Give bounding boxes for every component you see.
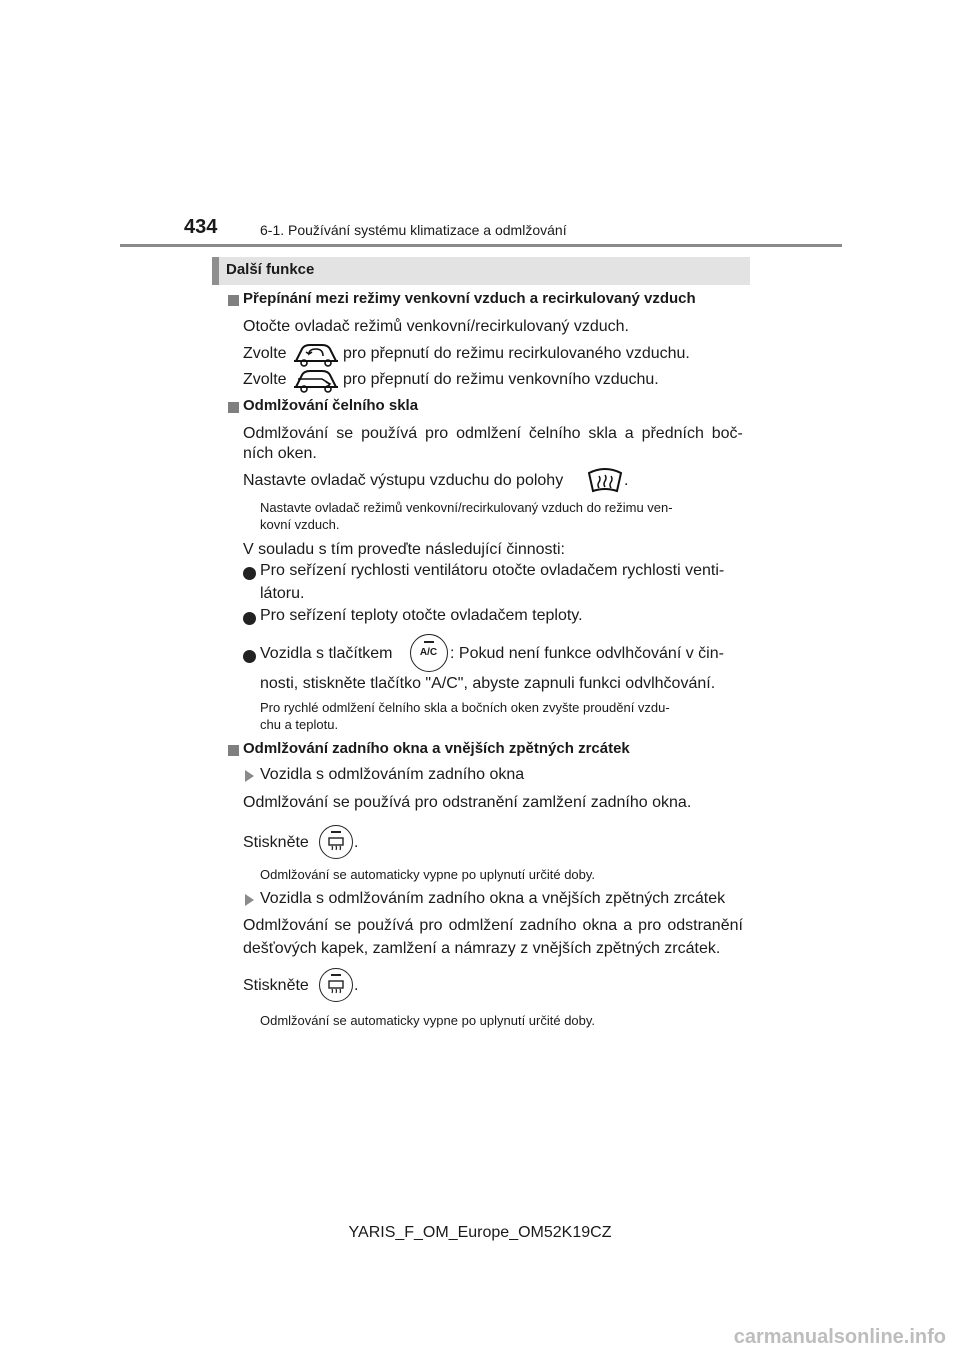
section-title: 6-1. Používání systému klimatizace a odmlžování xyxy=(260,222,567,238)
bullet-dot-icon xyxy=(243,567,256,580)
windshield-p2-suffix: . xyxy=(624,472,629,489)
rear-sub2-press-suffix: . xyxy=(354,977,359,994)
heading-rear: Odmlžování zadního okna a vnějších zpětných zrcátek xyxy=(243,740,630,757)
recirc-line3-suffix: pro přepnutí do režimu venkovního vzduchu. xyxy=(343,371,659,388)
section-bar-accent xyxy=(212,257,219,285)
rear-sub1: Vozidla s odmlžováním zadního okna xyxy=(260,766,525,783)
windshield-note2b: chu a teplotu. xyxy=(260,717,339,732)
recirc-line3-prefix: Zvolte xyxy=(243,371,287,388)
windshield-bullet3-prefix: Vozidla s tlačítkem xyxy=(260,645,393,662)
heading-square-icon xyxy=(228,295,239,306)
rear-sub2-pb: dešťových kapek, zamlžení a námrazy z vnějších zpětných zrcátek. xyxy=(243,940,721,957)
recirc-line1: Otočte ovladač režimů venkovní/recirkulovaný vzduch. xyxy=(243,318,629,335)
outside-air-icon xyxy=(292,365,340,395)
windshield-note1a: Nastavte ovladač režimů venkovní/recirkulovaný vzduch do režimu ven- xyxy=(260,500,673,515)
heading-square-icon xyxy=(228,745,239,756)
rear-defogger-button-icon xyxy=(319,825,353,859)
rear-sub1-press-suffix: . xyxy=(354,834,359,851)
bullet-dot-icon xyxy=(243,612,256,625)
recirc-line2-suffix: pro přepnutí do režimu recirkulovaného vzduchu. xyxy=(343,345,690,362)
rear-sub2-press: Stiskněte xyxy=(243,977,309,994)
heading-square-icon xyxy=(228,402,239,413)
windshield-bullet1a: Pro seřízení rychlosti ventilátoru otočte ovladačem rychlosti venti- xyxy=(260,562,725,579)
windshield-p1b: ních oken. xyxy=(243,445,317,462)
bullet-dot-icon xyxy=(243,650,256,663)
rear-defogger-button-icon xyxy=(319,968,353,1002)
rear-sub2-pa: Odmlžování se používá pro odmlžení zadního okna a pro odstranění xyxy=(243,917,743,934)
heading-windshield: Odmlžování čelního skla xyxy=(243,397,419,414)
windshield-defog-icon xyxy=(586,465,624,495)
windshield-p1a: Odmlžování se používá pro odmlžení čelního skla a předních boč- xyxy=(243,425,743,442)
recirc-line2-prefix: Zvolte xyxy=(243,345,287,362)
document-id: YARIS_F_OM_Europe_OM52K19CZ xyxy=(348,1224,612,1241)
heading-recirc: Přepínání mezi režimy venkovní vzduch a recirkulovaný vzduch xyxy=(243,290,696,307)
windshield-p2-prefix: Nastavte ovladač výstupu vzduchu do polohy xyxy=(243,472,564,489)
windshield-bullet2: Pro seřízení teploty otočte ovladačem teploty. xyxy=(260,607,583,624)
ac-button-label: A/C xyxy=(419,647,438,658)
windshield-p3: V souladu s tím proveďte následující činnosti: xyxy=(243,541,565,558)
windshield-note1b: kovní vzduch. xyxy=(260,517,340,532)
rear-sub1-note: Odmlžování se automaticky vypne po uplynutí určité doby. xyxy=(260,867,596,882)
page-number: 434 xyxy=(184,216,218,238)
ac-button-icon xyxy=(410,634,448,672)
windshield-bullet3-suffix: : Pokud není funkce odvlhčování v čin- xyxy=(450,645,724,662)
section-bar-label: Další funkce xyxy=(226,261,315,278)
header-divider xyxy=(120,244,842,247)
windshield-bullet1b: látoru. xyxy=(260,585,305,602)
rear-sub1-p: Odmlžování se používá pro odstranění zamlžení zadního okna. xyxy=(243,794,692,811)
rear-sub2-note: Odmlžování se automaticky vypne po uplynutí určité doby. xyxy=(260,1013,596,1028)
subheading-triangle-icon xyxy=(245,894,254,906)
subheading-triangle-icon xyxy=(245,770,254,782)
rear-sub2: Vozidla s odmlžováním zadního okna a vnějších zpětných zrcátek xyxy=(260,890,726,907)
rear-sub1-press: Stiskněte xyxy=(243,834,309,851)
windshield-bullet3b: nosti, stiskněte tlačítko "A/C", abyste zapnuli funkci odvlhčování. xyxy=(260,675,716,692)
watermark: carmanualsonline.info xyxy=(733,1326,946,1348)
windshield-note2a: Pro rychlé odmlžení čelního skla a bočních oken zvyšte proudění vzdu- xyxy=(260,700,670,715)
